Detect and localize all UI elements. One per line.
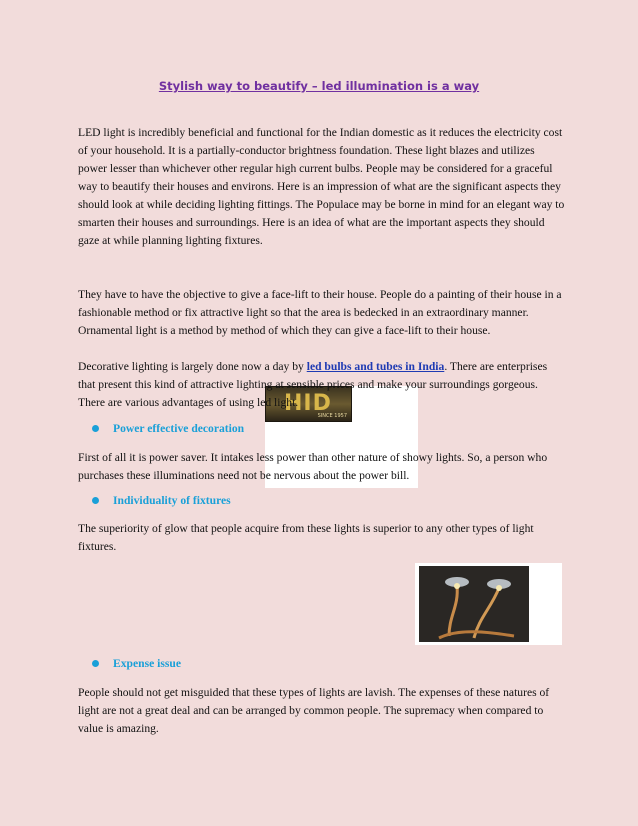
bullet-label: Individuality of fixtures	[113, 494, 231, 507]
paragraph-decorative-text-start: Decorative lighting is largely done now a day by	[78, 360, 307, 373]
decorative-lamp-image	[419, 566, 529, 642]
paragraph-face-lift: They have to have the objective to give a face-lift to their house. People do a painting of their house in a fashionable method or fix attractive light so that the area is bedecked in an extraordinary manner. Ornamental light is a method by method of which they can give a face-lift to their house.	[78, 288, 562, 337]
page-title: Stylish way to beautify – led illumination is a way	[158, 79, 480, 93]
logo-since-text: SINCE 1957	[317, 413, 347, 419]
bullet-power-effective	[92, 422, 244, 435]
led-bulbs-link[interactable]: led bulbs and tubes in India	[306, 360, 445, 373]
paragraph-decorative-text-end: . There are enterprises that present this kind of attractive lighting at sensible prices and make your surroundings gorgeous. There are various advantages of using led light.	[78, 360, 548, 409]
paragraph-power-saver: First of all it is power saver. It intakes less power than other nature of showy lights. So, a person who purchases these illuminations need not be nervous about the power bill.	[78, 451, 548, 482]
paragraph-expense: People should not get misguided that these types of lights are lavish. The expenses of these natures of light are not a great deal and can be arranged by common people. The supremacy when compared to value is amazing.	[78, 686, 550, 735]
bullet-dot-icon	[92, 660, 99, 667]
paragraph-intro: LED light is incredibly beneficial and functional for the Indian domestic as it reduces the electricity cost of your household. It is a partially-conductor brightness foundation. These light blazes and utilizes power lesser than whichever other regular high current bulbs. People may be considered for a graceful way to beautify their houses and environs. Here is an impression of what are the significant aspects they should look at while deciding lighting fittings. The Populace may be borne in mind for an elegant way to smarten their houses and surroundings. Here is an idea of what are the important aspects they should gaze at while planning lighting fixtures.	[78, 126, 565, 247]
lamp-illustration-icon	[419, 566, 529, 642]
paragraph-decorative	[78, 358, 566, 412]
bullet-label: Power effective decoration	[113, 422, 245, 435]
bullet-dot-icon	[92, 425, 99, 432]
bullet-label: Expense issue	[113, 657, 181, 670]
paragraph-superiority: The superiority of glow that people acquire from these lights is superior to any other types of light fixtures.	[78, 522, 534, 553]
bullet-expense	[92, 657, 181, 670]
bullet-dot-icon	[92, 497, 99, 504]
logo-letters: HID	[284, 391, 332, 416]
bullet-individuality	[92, 494, 231, 507]
